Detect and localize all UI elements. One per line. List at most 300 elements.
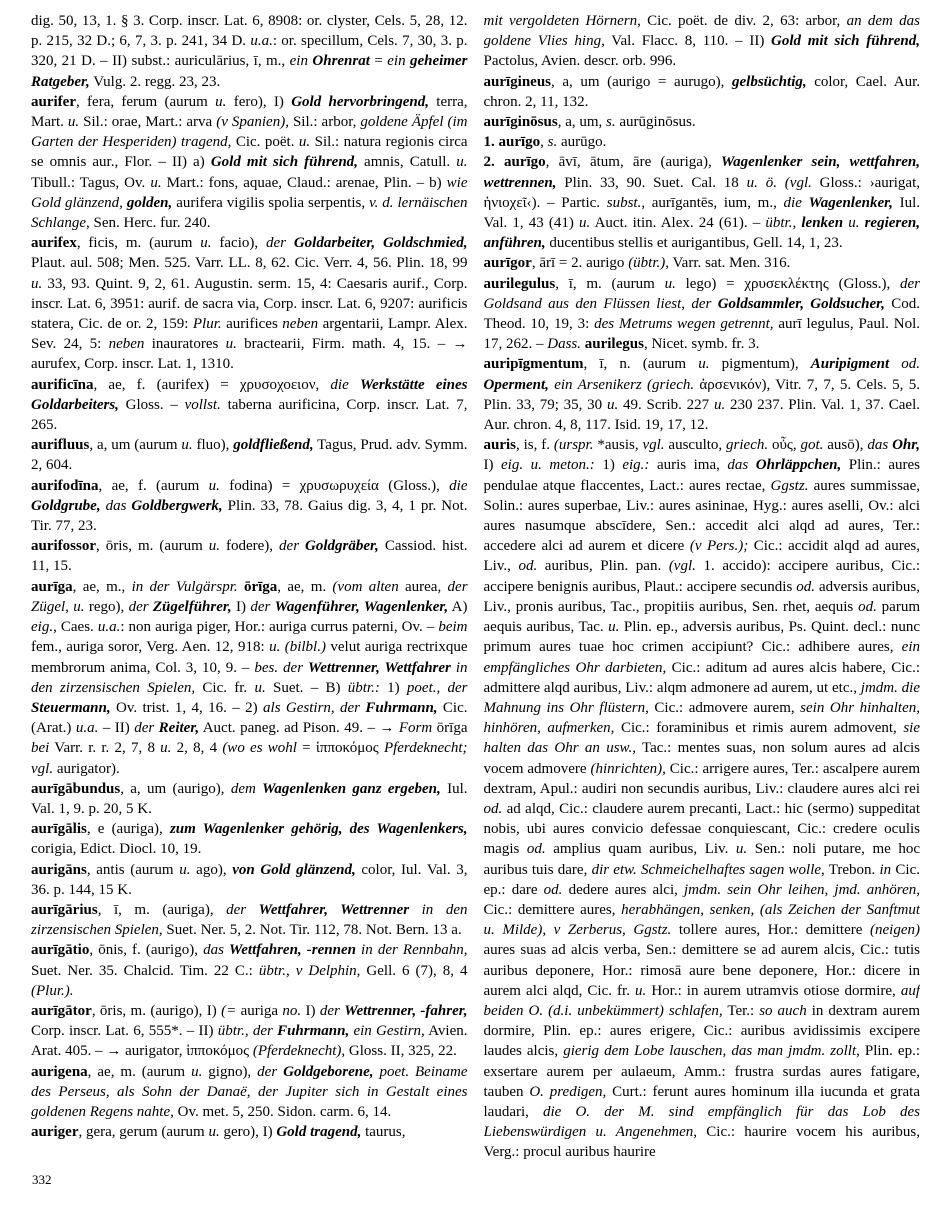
dictionary-entry bbox=[484, 132, 921, 152]
text-run: lenken bbox=[801, 215, 849, 232]
text-run: Cic. poët. de div. 2, 63: arbor, bbox=[640, 13, 847, 29]
text-run: fem., auriga soror, Verg. Aen. 12, 918: bbox=[31, 639, 270, 656]
text-run: zum Wagenlenker gehörig, des Wagenlenkers, bbox=[169, 821, 468, 838]
text-run: der bbox=[226, 901, 259, 918]
text-run: Cic. (Arat.) bbox=[31, 699, 468, 737]
text-run: , antis (aurum bbox=[86, 861, 180, 878]
text-run: v. d. lernäischen Schlange, bbox=[31, 194, 468, 232]
text-run: Wettfahrer, Wettrenner bbox=[258, 901, 410, 918]
text-run: Val. Flacc. 8, 110. – II) bbox=[604, 33, 772, 50]
dictionary-entry bbox=[31, 11, 468, 92]
text-run: Curt.: ferunt aures hominum illa iucunda et grata laudari, bbox=[483, 1083, 920, 1120]
text-run: Gloss. II, 325, 22. bbox=[345, 1043, 457, 1060]
text-run: aurigena bbox=[31, 1063, 88, 1080]
text-run: amnis, Catull. bbox=[357, 154, 457, 171]
text-run: poet., der bbox=[406, 679, 468, 696]
text-run: Gold mit sich führend, bbox=[771, 33, 920, 50]
dictionary-entry bbox=[484, 72, 921, 112]
text-run: eig. u. meton.: bbox=[501, 457, 595, 474]
text-run: aurifices bbox=[221, 316, 283, 333]
text-run: u. bbox=[456, 154, 468, 171]
text-run: corigia, Edict. Diocl. 10, 19. bbox=[31, 841, 202, 858]
text-run: Sen. Herc. fur. 240. bbox=[89, 215, 211, 232]
text-run: (Plur.). bbox=[31, 982, 74, 999]
text-run: auris ima, bbox=[649, 457, 728, 474]
text-run: fluo), bbox=[192, 437, 234, 454]
text-run: der Goldsand aus den Flüssen liest, der bbox=[483, 275, 920, 312]
text-run: u. bbox=[160, 740, 172, 757]
text-run: u. bbox=[698, 356, 710, 373]
text-run: u.a. bbox=[75, 720, 99, 737]
text-run: – II) bbox=[98, 720, 135, 737]
text-run: color, Cael. Aur. chron. 2, 11, 132. bbox=[483, 73, 920, 110]
text-run: , ae, f. (aurum bbox=[98, 477, 209, 494]
text-run: aurifera vigilis spolia serpentis, bbox=[172, 194, 370, 211]
text-run: , ficis, m. (aurum bbox=[76, 235, 201, 252]
text-run: taberna aurificina, Corp. inscr. Lat. 7, 265. bbox=[31, 396, 468, 434]
text-run: aurīga bbox=[31, 578, 73, 595]
text-run: bes. der bbox=[254, 659, 308, 676]
text-run: Ohrläppchen, bbox=[755, 457, 842, 474]
text-run: od. bbox=[518, 558, 538, 575]
text-run: das bbox=[203, 942, 230, 959]
text-run: aurīgineus bbox=[483, 73, 552, 90]
text-run: u. (bilbl.) bbox=[269, 639, 326, 656]
text-run: aurūginōsus. bbox=[615, 114, 696, 131]
text-run: Cic.: arrigere aures, Ter.: ascalpere aurem dextram, Apul.: audiri non secundis auribus, Liv.: claudere aures alci rei bbox=[483, 760, 920, 797]
text-run: , ī, m. (aurum bbox=[555, 275, 665, 292]
text-run: taurus, bbox=[361, 1124, 406, 1141]
text-run: 33, 93. Quint. 9, 2, 61. Augustin. serm. 15, 4: Caesaris aurif., Corp. inscr. Lat. 6, 3951: aurif. de sacra via, Corp. inscr. Lat. 6, 9207: aurificis statera, Cic. de or. 2, 159: bbox=[31, 275, 468, 333]
text-run: Steuermann, bbox=[31, 699, 111, 716]
text-run: Pferdeknecht; vgl. bbox=[31, 740, 468, 777]
text-run: in den zirzensischen Spielen, bbox=[31, 659, 468, 696]
text-run: (v Spanien), bbox=[216, 114, 289, 131]
text-run: , ae, m. (aurum bbox=[87, 1063, 192, 1080]
text-run: , aurīgantēs, ium, m., bbox=[641, 194, 784, 211]
text-run: u. bbox=[848, 215, 865, 232]
text-run: übtr., der bbox=[217, 1023, 278, 1040]
dictionary-entry bbox=[31, 92, 468, 233]
text-run: (neigen) bbox=[870, 922, 920, 939]
text-run: aurūgo. bbox=[557, 134, 607, 151]
text-run: Gold tragend, bbox=[276, 1124, 362, 1141]
text-run: Goldgrube, bbox=[31, 497, 101, 514]
text-run: O. predigen, bbox=[529, 1083, 607, 1100]
text-run: der bbox=[257, 1063, 284, 1080]
text-run: Auct. itin. Alex. 24 (61). – bbox=[590, 215, 766, 232]
text-run: beim bbox=[438, 619, 468, 636]
text-run: ἀρσενικόν), Vitr. 7, 7, 5. Cels. 5, 5. Plin. 33, 79; 35, 30 bbox=[483, 376, 920, 413]
text-run: Ohrenrat bbox=[312, 53, 370, 70]
text-run: aurifer bbox=[31, 93, 76, 110]
text-run: Iul. Val. 1, 9. p. 20, 5 K. bbox=[31, 780, 468, 817]
text-run: bractearii, Firm. math. 4, 15. – → aurufex, Corp. inscr. Lat. 1, 1310. bbox=[31, 336, 468, 373]
text-run: s. bbox=[547, 134, 558, 151]
text-run: u. bbox=[179, 861, 191, 878]
text-run: Cod. Theod. 10, 19, 3: bbox=[483, 295, 920, 333]
text-run: Zügelführer, bbox=[152, 598, 232, 615]
text-run: , fera, ferum (aurum bbox=[75, 93, 216, 110]
text-run: dig. 50, 13, 1. § 3. Corp. inscr. Lat. 6, 8908: or. clyster, Cels. 5, 28, 12. p. 215, 32 D.; 6, 7, 3. p. 241, 34 D. bbox=[31, 13, 468, 50]
text-run: ad alqd, Cic.: claudere aurem precanti, Lact.: hic (sermo) suppeditat nobis, ubi aures convicio defessae conquiescant, Cic.: credere oculis magis bbox=[483, 800, 920, 858]
text-run: *ausis, bbox=[593, 437, 643, 454]
text-run: u. bbox=[298, 134, 311, 151]
text-run: ōrīga bbox=[432, 720, 468, 737]
text-run: Tagus, Prud. adv. Symm. 2, 604. bbox=[31, 437, 468, 474]
text-run: ein bbox=[387, 53, 411, 70]
text-run: golden, bbox=[126, 194, 173, 211]
text-run: der bbox=[128, 598, 153, 615]
text-run: regieren, anführen, bbox=[483, 215, 920, 252]
dictionary-entry bbox=[31, 900, 468, 940]
text-run: aurea, bbox=[405, 578, 448, 595]
text-run: u. bbox=[225, 336, 237, 353]
text-run: Cic.: demittere aures, bbox=[483, 901, 622, 918]
text-run: fodina) = χρυσωρυχεία (Gloss.), bbox=[219, 477, 450, 494]
text-run: eig.: bbox=[622, 457, 650, 474]
text-run: Sen.: noli putare, me hoc auribus tuis dare, bbox=[483, 841, 920, 878]
text-run: Reiter, bbox=[158, 720, 200, 737]
text-run: u. bbox=[181, 437, 193, 454]
text-run: Plaut. aul. 508; Men. 525. Varr. LL. 8, 62. Cic. Verr. 4, 56. Plin. 18, 99 bbox=[31, 255, 468, 272]
text-run: u.a. bbox=[97, 619, 121, 636]
text-run: von Gold glänzend, bbox=[232, 861, 356, 878]
text-run: an dem das goldene Vlies hing, bbox=[483, 13, 920, 50]
text-run: gierig dem Lobe lauschen, das man jmdm. zollt, bbox=[563, 1043, 860, 1060]
text-run: , ae, m. bbox=[277, 578, 333, 595]
text-run: lego) = χρυσεκλέκτης (Gloss.), bbox=[675, 275, 900, 292]
text-run: so auch bbox=[759, 1002, 807, 1019]
text-run: ausō), bbox=[823, 437, 868, 454]
dictionary-entry bbox=[484, 11, 921, 72]
text-run: , ōris, m. (aurum bbox=[96, 538, 209, 555]
text-run: dem bbox=[230, 780, 263, 797]
text-run: Cic.: admovere aurem, bbox=[648, 699, 801, 716]
text-run: neben bbox=[282, 316, 319, 333]
text-run: aurīgor bbox=[483, 255, 532, 272]
text-run: 2. aurīgo bbox=[483, 154, 546, 171]
text-run: aurīgātio bbox=[31, 942, 90, 959]
text-run: das bbox=[100, 497, 132, 514]
text-run: terra, Mart. bbox=[31, 93, 468, 131]
text-run: Suet. Ner. 5, 2. Not. Tir. 112, 78. Not. Bern. 13 a. bbox=[162, 922, 462, 939]
text-run: ago), bbox=[190, 861, 233, 878]
text-run: Wagenführer, Wagenlenker, bbox=[274, 598, 449, 615]
text-run: Wettrenner, Wettfahrer bbox=[308, 659, 451, 676]
text-run: das bbox=[727, 457, 756, 474]
text-run: in der Vulgärspr. bbox=[131, 578, 238, 595]
dictionary-entry bbox=[31, 779, 468, 819]
text-run: u. bbox=[208, 1124, 220, 1141]
text-run: , bbox=[540, 134, 548, 151]
dictionary-entry bbox=[484, 274, 921, 355]
text-run: od. bbox=[889, 356, 920, 373]
text-run: , ī, m. (auriga), bbox=[97, 901, 227, 918]
text-run: auriger bbox=[31, 1124, 79, 1141]
text-run: (Pferdeknecht), bbox=[252, 1043, 346, 1060]
text-run: neben bbox=[108, 336, 145, 353]
text-run: , a, um (aurum bbox=[89, 437, 182, 454]
text-run: aurifodīna bbox=[31, 477, 99, 494]
text-run: ein Gestirn, bbox=[349, 1023, 425, 1040]
text-run: 49. Scrib. 227 bbox=[618, 396, 714, 413]
text-run: 1. aurīgo bbox=[483, 134, 541, 151]
text-run: Corp. inscr. Lat. 6, 555*. – II) bbox=[31, 1023, 218, 1040]
text-run: des Metrums wegen getrennt, bbox=[594, 316, 774, 333]
text-run: Plin. 33, 90. Suet. Cal. 18 bbox=[556, 174, 747, 191]
text-run: gero), I) bbox=[219, 1124, 277, 1141]
text-run: ein Arsenikerz (griech. bbox=[548, 376, 695, 393]
text-run: , a, um, bbox=[557, 114, 607, 131]
text-run: Wagenlenken ganz ergeben, bbox=[262, 780, 441, 797]
text-run: u. bbox=[67, 114, 80, 131]
text-run: , a, um (aurigo), bbox=[120, 780, 231, 797]
text-run: aurifluus bbox=[31, 437, 90, 454]
text-run: wie Gold glänzend, bbox=[31, 174, 468, 211]
text-run: Dass. bbox=[547, 336, 582, 353]
text-run: rego), bbox=[84, 598, 129, 615]
text-run: Goldbergwerk, bbox=[131, 497, 223, 514]
text-run: u. bbox=[150, 174, 162, 191]
text-run: = ἱπποκόμος bbox=[296, 740, 384, 757]
text-run: u. bbox=[608, 619, 620, 636]
text-run: no. bbox=[282, 1002, 302, 1019]
text-run: οὖς, bbox=[768, 437, 801, 454]
text-run: Plin. ep.: exsertare aurem per aulaeum, Amm.: frustra surdas aures fatigare, tauben bbox=[483, 1043, 920, 1100]
text-run: Wettrenner, -fahrer, bbox=[344, 1002, 468, 1019]
text-run: u. bbox=[200, 235, 212, 252]
text-run: Cassiod. hist. 11, 15. bbox=[31, 538, 468, 575]
text-run: Avien. Arat. 405. – → aurigator, ἱπποκόμος bbox=[31, 1023, 468, 1060]
text-run: u.a. bbox=[250, 33, 273, 50]
text-run: aurīginōsus bbox=[483, 114, 558, 131]
text-run: Tibull.: Tagus, Ov. bbox=[31, 174, 151, 191]
text-run: (wo es wohl bbox=[222, 740, 297, 757]
text-run: got. bbox=[800, 437, 824, 454]
text-run: Mart.: fons, aquae, Claud.: arenae, Plin. – b) bbox=[161, 174, 447, 191]
text-run: der bbox=[279, 538, 306, 555]
text-run: Plur. bbox=[192, 316, 222, 333]
text-run: Auripigment bbox=[810, 356, 890, 373]
text-run: = bbox=[369, 53, 388, 70]
text-run: Iul. Val. 1, 43 (41) bbox=[483, 194, 920, 232]
text-run: : non auriga piger, Hor.: auriga currus paterni, Ov. – bbox=[120, 619, 439, 636]
text-run: Gold hervorbringend, bbox=[291, 93, 429, 110]
text-run: od. bbox=[483, 800, 503, 817]
text-run: dir etw. Schmeichelhaftes sagen wolle, bbox=[591, 861, 825, 878]
text-run: aurīgālis bbox=[31, 821, 87, 838]
text-run: u. bbox=[664, 275, 676, 292]
text-run: vollst. bbox=[184, 396, 221, 413]
dictionary-entry bbox=[31, 1122, 468, 1142]
text-run: die bbox=[330, 376, 360, 393]
text-run: aurigāns bbox=[31, 861, 87, 878]
text-run: übtr.: bbox=[347, 679, 380, 696]
text-run: aurigator). bbox=[53, 760, 120, 777]
text-run: mit vergoldeten Hörnern, bbox=[483, 13, 641, 29]
text-run: u. bbox=[31, 275, 43, 292]
text-run: Tac.: mentes suas, non solum aures ad alcis vocem admovere bbox=[483, 740, 920, 777]
text-run: Wagenlenker sein, wettfahren, wettrennen, bbox=[483, 154, 920, 191]
text-run: I) bbox=[483, 457, 502, 474]
text-run: Goldgräber, bbox=[305, 538, 379, 555]
text-run: u. bbox=[606, 396, 619, 413]
text-run: , Nicet. symb. fr. 3. bbox=[643, 336, 760, 353]
text-run: Suet. Ner. 35. Chalcid. Tim. 22 C.: bbox=[31, 962, 259, 979]
dictionary-entry bbox=[31, 940, 468, 1001]
text-run: übtr., v Delphin, bbox=[258, 962, 361, 979]
text-run: u. bbox=[208, 477, 220, 494]
text-run: I) bbox=[301, 1002, 320, 1019]
text-run: Form bbox=[398, 720, 433, 737]
text-run: , ōris, m. (aurigo), I) bbox=[91, 1002, 222, 1019]
text-run: 230 237. Plin. Val. 1, 37. Cael. Aur. chron. 4, 8, 117. Isid. 19, 17, 12. bbox=[483, 396, 920, 434]
text-run: Suet. – B) bbox=[265, 679, 348, 696]
text-run: auris bbox=[483, 437, 517, 454]
text-run: Ov. trist. 1, 4, 16. – 2) bbox=[110, 699, 264, 716]
dictionary-entry bbox=[31, 536, 468, 576]
text-run: u. ö. (vgl. bbox=[746, 174, 812, 191]
dictionary-entry bbox=[31, 819, 468, 859]
dictionary-entry bbox=[31, 577, 468, 779]
text-run: goldfließend, bbox=[233, 437, 314, 454]
text-run: in bbox=[879, 861, 892, 878]
text-run: Wagenlenker, bbox=[808, 194, 893, 211]
text-run: velut auriga rectrixque membrorum anima, Col. 3, 10, 9. – bbox=[31, 639, 468, 676]
text-run: Cic.: accidit alqd ad aures, Liv., bbox=[483, 538, 920, 575]
text-run: A) bbox=[448, 598, 468, 615]
text-run: , ōnis, f. (aurigo), bbox=[89, 942, 204, 959]
text-run: argentarii, Lampr. Alex. Sev. 24, 5: bbox=[31, 316, 468, 353]
text-run: od. bbox=[543, 881, 563, 898]
text-run: Gloss.: ›aurigat, ἡνιοχεῖ‹). – Partic. bbox=[483, 174, 920, 211]
text-run: sein Ohr hinhalten, hinhören, aufmerken, bbox=[483, 699, 920, 737]
text-run: Goldgeborene, bbox=[283, 1063, 374, 1080]
text-run: ōrīga bbox=[243, 578, 278, 595]
text-run: gelbsüchtig, bbox=[732, 73, 807, 90]
dictionary-entry bbox=[484, 435, 921, 1161]
text-run: 1) bbox=[379, 679, 407, 696]
text-run: color, Iul. Val. 3, 36. p. 144, 15 K. bbox=[31, 861, 468, 898]
text-run: (vgl. bbox=[668, 558, 696, 575]
text-run: Varr. sat. Men. 316. bbox=[669, 255, 791, 272]
text-run: s. bbox=[606, 114, 616, 131]
text-run: , ī, n. (aurum bbox=[583, 356, 699, 373]
text-run: auriga bbox=[240, 1002, 283, 1019]
text-run: , āvī, ātum, āre (auriga), bbox=[545, 154, 721, 171]
text-run: sie halten das Ohr an usw., bbox=[483, 720, 920, 757]
text-run: u. bbox=[635, 982, 647, 999]
text-run: Hor.: in aurem utramvis otiose dormire, bbox=[646, 982, 901, 999]
text-run: (urspr. bbox=[553, 437, 594, 454]
text-run: in dextram aurem dormire, Plin. ep.: aures erigere, Cic.: auribus avidissimis excipere laudes alcis, bbox=[483, 1002, 920, 1060]
text-run: fero), I) bbox=[226, 93, 292, 110]
text-run: , ae, m., bbox=[72, 578, 132, 595]
dictionary-entry bbox=[484, 253, 921, 273]
text-run: Cic.: foraminibus et rimis aurem admovent, bbox=[614, 720, 904, 737]
text-run: amplius quam auribus, Liv. bbox=[545, 841, 736, 858]
text-run: u. bbox=[215, 93, 227, 110]
text-run: Plin.: aures pendulae atque flaccentes, Lact.: aures rectae, bbox=[483, 457, 920, 494]
text-run: Cic. ep.: dare bbox=[483, 861, 920, 898]
text-run: Ohr, bbox=[892, 437, 920, 454]
dictionary-entry bbox=[484, 152, 921, 253]
text-run: Goldarbeiter, Goldschmied, bbox=[293, 235, 468, 252]
text-run: od. bbox=[796, 578, 816, 595]
text-run: Sil.: arbor, bbox=[288, 114, 361, 131]
text-run: od. bbox=[858, 598, 877, 615]
text-run: , Caes. bbox=[53, 619, 98, 636]
text-run: der bbox=[319, 1002, 345, 1019]
text-run: Vulg. 2. regg. 23, 23. bbox=[89, 73, 221, 90]
text-run: Pactolus, Avien. descr. orb. 996. bbox=[483, 53, 677, 70]
text-run: ausculto, bbox=[664, 437, 727, 454]
text-run: (v Pers.); bbox=[689, 538, 749, 555]
text-run: Trebon. bbox=[824, 861, 880, 878]
text-run: Cic. poët. bbox=[231, 134, 299, 151]
text-run: u. bbox=[254, 679, 266, 696]
text-run: Cic.: aditum ad aures alcis habere, Cic.: admittere alqd auribus, Liv.: alqm admonere ad aurem, ut etc., bbox=[483, 659, 920, 696]
text-run: (= bbox=[221, 1002, 241, 1019]
text-run: Ter.: bbox=[722, 1002, 760, 1019]
text-run: tollere aures, Hor.: demittere bbox=[671, 922, 870, 939]
text-run: vgl. bbox=[642, 437, 665, 454]
text-run: u. bbox=[713, 396, 726, 413]
text-run: (übtr.), bbox=[628, 255, 670, 272]
text-run: Fuhrmann, bbox=[365, 699, 438, 716]
text-run: adversis auribus, Liv., pronis auribus, Tac., propitiis auribus, Sen. rhet, aequis bbox=[483, 578, 920, 615]
dictionary-entry bbox=[31, 476, 468, 537]
text-run: inauratores bbox=[144, 336, 226, 353]
text-run: I) bbox=[231, 598, 251, 615]
text-run: pigmentum), bbox=[709, 356, 811, 373]
text-run: auf beiden O. (d.i. unbekümmert) schlafen, bbox=[483, 982, 920, 1019]
text-run: aurīgārius bbox=[31, 901, 98, 918]
text-run: übtr., bbox=[765, 215, 802, 232]
text-run: ducentibus stellis et aurigantibus, Gell. 14, 1, 23. bbox=[545, 235, 843, 252]
text-run: u. bbox=[191, 1063, 203, 1080]
text-run: aurīgābundus bbox=[31, 780, 121, 797]
text-run: Gell. 6 (7), 8, 4 bbox=[360, 962, 468, 979]
text-run: dedere aures alci, bbox=[562, 881, 685, 898]
text-run: geheimer Ratgeber, bbox=[31, 53, 468, 90]
text-run: Varr. r. r. 2, 7, 8 bbox=[49, 740, 161, 757]
text-run: Gloss. – bbox=[118, 396, 185, 413]
text-run: aurifex bbox=[31, 235, 77, 252]
text-run: poet. Beiname des Perseus, als Sohn der Danaë, der Jupiter sich in Gestalt eines goldenen Regens nahte, bbox=[31, 1063, 468, 1120]
text-run: facio), bbox=[211, 235, 266, 252]
text-run: (hinrichten), bbox=[590, 760, 666, 777]
text-run: ein bbox=[289, 53, 313, 70]
text-run: aurī legulus, Paul. Nol. 17, 262. – bbox=[483, 316, 920, 353]
dictionary-entry bbox=[31, 1001, 468, 1062]
text-run: Wettfahren, -rennen bbox=[229, 942, 356, 959]
text-run: als Gestirn, der bbox=[263, 699, 366, 716]
text-run: eig. bbox=[31, 619, 54, 636]
text-run: aures summissae, Solin.: aures superbae, Liv.: aures asininae, Hyg.: aures aselli, Ov.: alci aures nasumque abscīdere, Sen.: accedit alci alqd ad aures, Ter.: accedere alci ad aurem et dicere bbox=[483, 477, 920, 555]
text-run: die bbox=[783, 194, 809, 211]
text-run: subst. bbox=[606, 194, 642, 211]
text-run: , gera, gerum (aurum bbox=[78, 1124, 209, 1141]
text-run: u. bbox=[735, 841, 748, 858]
dictionary-entry bbox=[31, 860, 468, 900]
text-run: 2, 8, 4 bbox=[171, 740, 223, 757]
text-run: Ov. met. 5, 250. Sidon. carm. 6, 14. bbox=[173, 1103, 392, 1120]
left-column bbox=[31, 11, 468, 1161]
text-run: der Zügel, u. bbox=[31, 578, 468, 615]
text-run: u. bbox=[579, 215, 591, 232]
